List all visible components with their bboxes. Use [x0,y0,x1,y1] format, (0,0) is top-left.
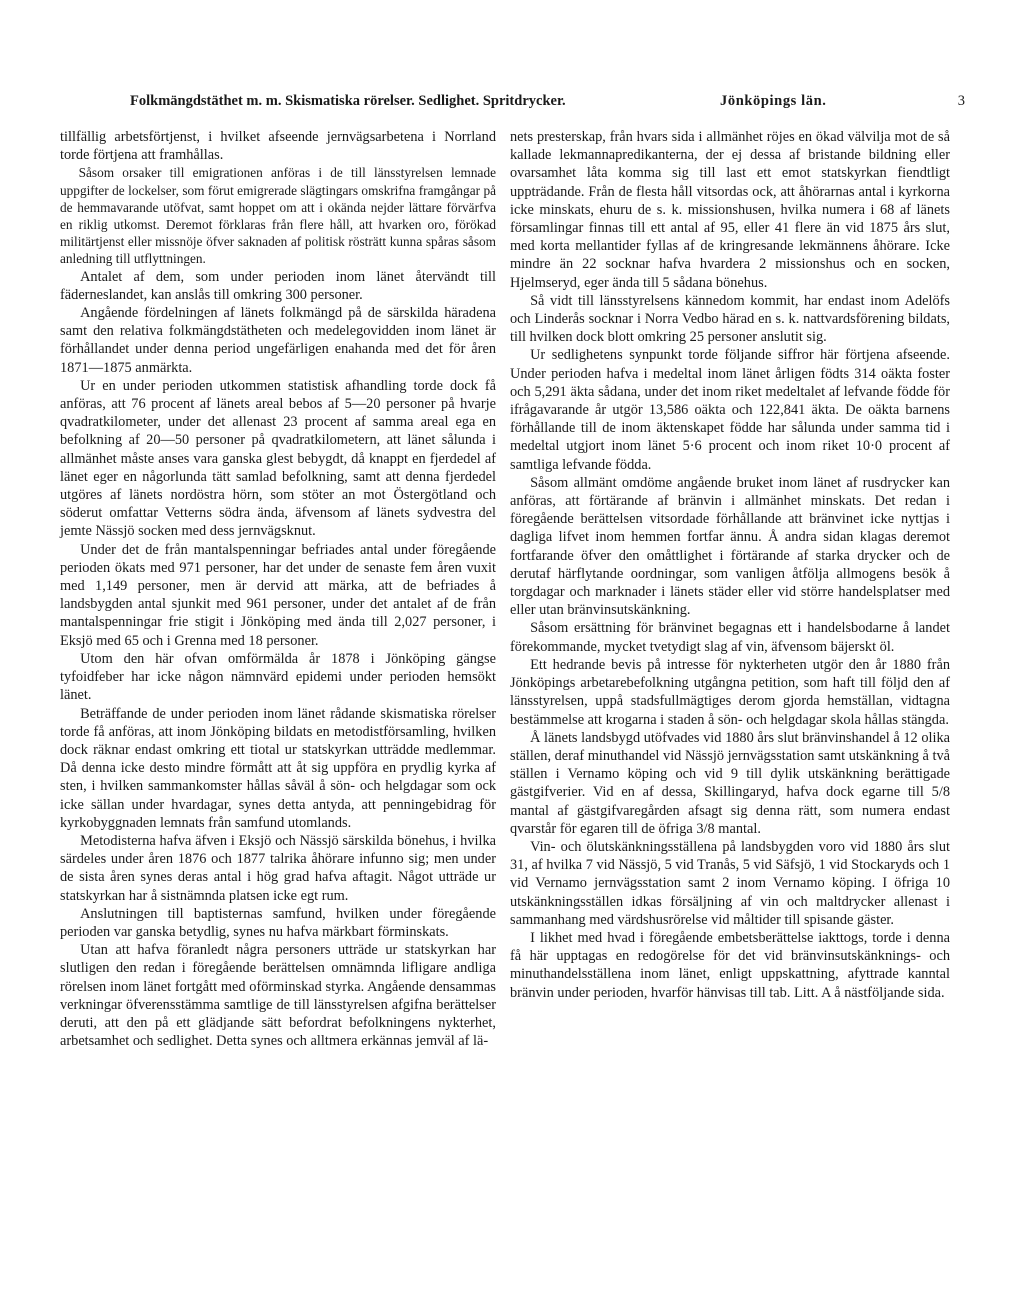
paragraph: Utom den här ofvan omförmälda år 1878 i Jönköping gängse tyfoidfeber har icke någon nämnvärd epidemi under perioden hemsökt länet. [60,650,496,704]
right-column [510,128,950,1002]
paragraph: Så vidt till länsstyrelsens kännedom kommit, har endast inom Adelöfs och Linderås socknar i Norra Vedbo härad en s. k. nattvardsförening bildats, till hvilken dock blott omkring 25 personer anslutit sig. [510,292,950,346]
paragraph: Antalet af dem, som under perioden inom länet återvändt till fäderneslandet, kan anslås till omkring 300 personer. [60,268,496,303]
paragraph: Metodisterna hafva äfven i Eksjö och Nässjö särskilda bönehus, i hvilka särdeles under åren 1876 och 1877 talrika åhörare infunno sig; men under de sista åren synes deras antal i hög grad hafva aftagit. Något utträde ur statskyrkan har å sistnämnda platsen icke egt rum. [60,832,496,904]
running-header [130,93,965,115]
paragraph: Utan att hafva föranledt några personers utträde ur statskyrkan har slutligen den redan i föregående berättelsen omnämnda lifligare andliga rörelsen inom länet fortgått med oförminskad styrka. Angående densammas verkningar öfverensstämma samtlige de till länsstyrelsen afgifna berättelser deruti, att den på ett glädjande sätt befordrat befolkningens nykterhet, arbetsamhet och sedlighet. Detta synes och alltmera erkännas jemväl af lä- [60,942,496,1050]
paragraph: Vin- och ölutskänkningsställena på landsbygden voro vid 1880 års slut 31, af hvilka 7 vid Nässjö, 5 vid Tranås, 5 vid Säfsjö, 1 vid Stockaryds och 1 vid Vernamo jernvägsstation samt 2 inom Vernamo köping. I öfriga 10 utskänkningsställen idkas försäljning af vin och maltdrycker allenast i sammanhang med värdshusrörelse vid måltider till spisande gäster. [510,838,950,928]
paragraph: Under det de från mantalspenningar befriades antal under föregående perioden ökats med 971 personer, har det under de senaste fem åren vuxit med 1,149 personer, men är dervid att märka, att de befriades å landsbygden antal sjunkit med 961 personer, under det antalet af de från mantalspenningar frie stigit i Jönköping med ända till 2,027 personer, i Eksjö med 65 och i Grenna med 18 personer. [60,541,496,649]
paragraph: Angående fördelningen af länets folkmängd på de särskilda häradena samt den relativa folkmängdstätheten och medelegovidden inom länet är förhållandet under denna period ungefärligen enahanda med det för åren 1871—1875 anmärkta. [60,305,496,376]
paragraph: I likhet med hvad i föregående embetsberättelse iakttogs, torde i denna få här upptagas en redogörelse för det vid bränvinsutskänknings- och minuthandelsställena inom länet, enligt uppskattning, afyttrade kanntal bränvin under perioden, hvarför hänvisas till tab. Litt. A å nästföljande sida. [510,929,950,1001]
paragraph: Ett hedrande bevis på intresse för nykterheten utgör den år 1880 från Jönköpings arbetarebefolkning utgångna petition, som haft till följd den af länsstyrelsen, uppå stadsfullmägtiges derom gjorda hemställan, vidtagna bestämmelse att krogarna i staden å sön- och helgdagar skola hållas stängda. [510,656,950,728]
header-topics: Folkmängdstäthet m. m. Skismatiska rörelser. Sedlighet. Spritdrycker. [130,93,566,109]
header-region: Jönköpings län. [720,93,827,109]
paragraph: Å länets landsbygd utöfvades vid 1880 års slut bränvinshandel å 12 olika ställen, deraf minuthandel vid Nässjö jernvägsstation samt utskänkning å två ställen i Vernamo köping och vid 9 till dylik utskänkning berättigade gästgifverier. Vid en af dessa, Skillingaryd, hafva dock egarne till 5/8 mantal af gästgifvaregården afsagt sig denna rätt, som numera endast qvarstår för egaren till de öfriga 3/8 mantal. [510,729,950,837]
paragraph: Ur sedlighetens synpunkt torde följande siffror här förtjena afseende. Under perioden hafva i medeltal inom länet årligen födts 314 oäkta foster och 5,291 äkta sådana, under det inom riket medeltalet af lefvande födde för ifrågavarande år utgör 13,586 oäkta och 122,841 äkta. De oäkta barnens förhållande till de inom äktenskapet födde har sålunda under samma tid i medeltal utgjort inom länet 5·6 procent och inom riket 10·0 procent af samtliga lefvande födda. [510,347,950,473]
paragraph: Beträffande de under perioden inom länet rådande skismatiska rörelser torde få anföras, att inom Jönköping bildats en metodistförsamling, hvilken dock räknar endast omkring ett tiotal ur statskyrkan utträdde medlemmar. Då denna icke desto mindre förmått att åt sig uppföra en prydlig kyrka af sten, i hvilken sammankomster hållas såväl å sön- och helgdagar som ock icke sällan under hvardagar, synes detta antyda, att penningebidrag för kyrkobyggnaden lemnats från samfund utomlands. [60,705,496,831]
page-number: 3 [957,93,965,109]
paragraph: Anslutningen till baptisternas samfund, hvilken under föregående perioden var ganska betydlig, synes nu hafva märkbart förminskats. [60,905,496,940]
paragraph: tillfällig arbetsförtjenst, i hvilket afseende jernvägsarbetena i Norrland torde förtjena att framhållas. [60,129,496,164]
paragraph: Ur en under perioden utkommen statistisk afhandling torde dock få anföras, att 76 procent af länets areal bebos af 5—20 personer på hvarje qvadratkilometer, under det allenast 23 procent af samma areal ega en befolkning af 20—50 personer på qvadratkilometern, att länet sålunda i allmänhet måste anses vara ganska glest bebygdt, då knappt en fjerdedel af länet eger en någorlunda tätt samlad befolkning, samt att denna fjerdedel utgöres af länets nordöstra hörn, som stöter an mot Östergötland och söderut omfattar Vetterns södra ända, äfvensom af länets sydvestra del jemte Nässjö socken med dess jernvägsknut. [60,377,496,540]
paragraph: nets presterskap, från hvars sida i allmänhet röjes en ökad välvilja mot de så kallade lekmannapredikanterna, der ej dessa af bristande bildning eller ovarsamhet låta komma sig till last ett emot statskyrkan fiendtligt uppträdande. Från de flesta håll vitsordas ock, att åhörarnas antal i kyrkorna icke minskats, ehuru de s. k. missionshusen, hvilka numera i 68 af länets församlingar finnas till ett antal af 95, eller 41 flere än vid 1875 års slut, med korta mellantider fyllas af de kringresande lekmännens åhörare. Icke mindre än 22 socknar hafva hvardera 2 missionshus och en socken, Hjelmseryd, eger ända till 5 sådana bönehus. [510,129,950,291]
paragraph: Såsom ersättning för bränvinet begagnas ett i handelsbodarne å landet förekommande, mycket tvetydigt slag af vin, äfvensom bäjerskt öl. [510,620,950,655]
left-column [60,128,496,1050]
paragraph: Såsom allmänt omdöme angående bruket inom länet af rusdrycker kan anföras, att förtärande af bränvin i allmänhet minskats. Det redan i föregående berättelsen vitsordade förhållande att bränvinet icke nyttjas i dagliga lifvet inom hemmen fortfar ännu. Å andra sidan klagas deremot fortfarande öfver den omåttlighet i förtärande af starka drycker och de derutaf härflytande oordningar, som vanligen åtfölja allmogens besök å torgdagar och marknader i länets städer eller vid större handelsplatser med eller utan bränvinsutskänkning. [510,474,950,619]
paragraph: Såsom orsaker till emigrationen anföras i de till länsstyrelsen lemnade uppgifter de lockelser, som förut emigrerade slägtingars omskrifna framgångar på de hemmavarande utöfvat, samt hoppet om att i okända nejder lättare förvärfva en riklig utkomst. Deremot förklaras från flere håll, att hvarken oro, förökad militärtjenst eller missnöje öfver saknaden af politisk rösträtt kunna spåras såsom anledning till utflyttningen. [60,165,496,267]
